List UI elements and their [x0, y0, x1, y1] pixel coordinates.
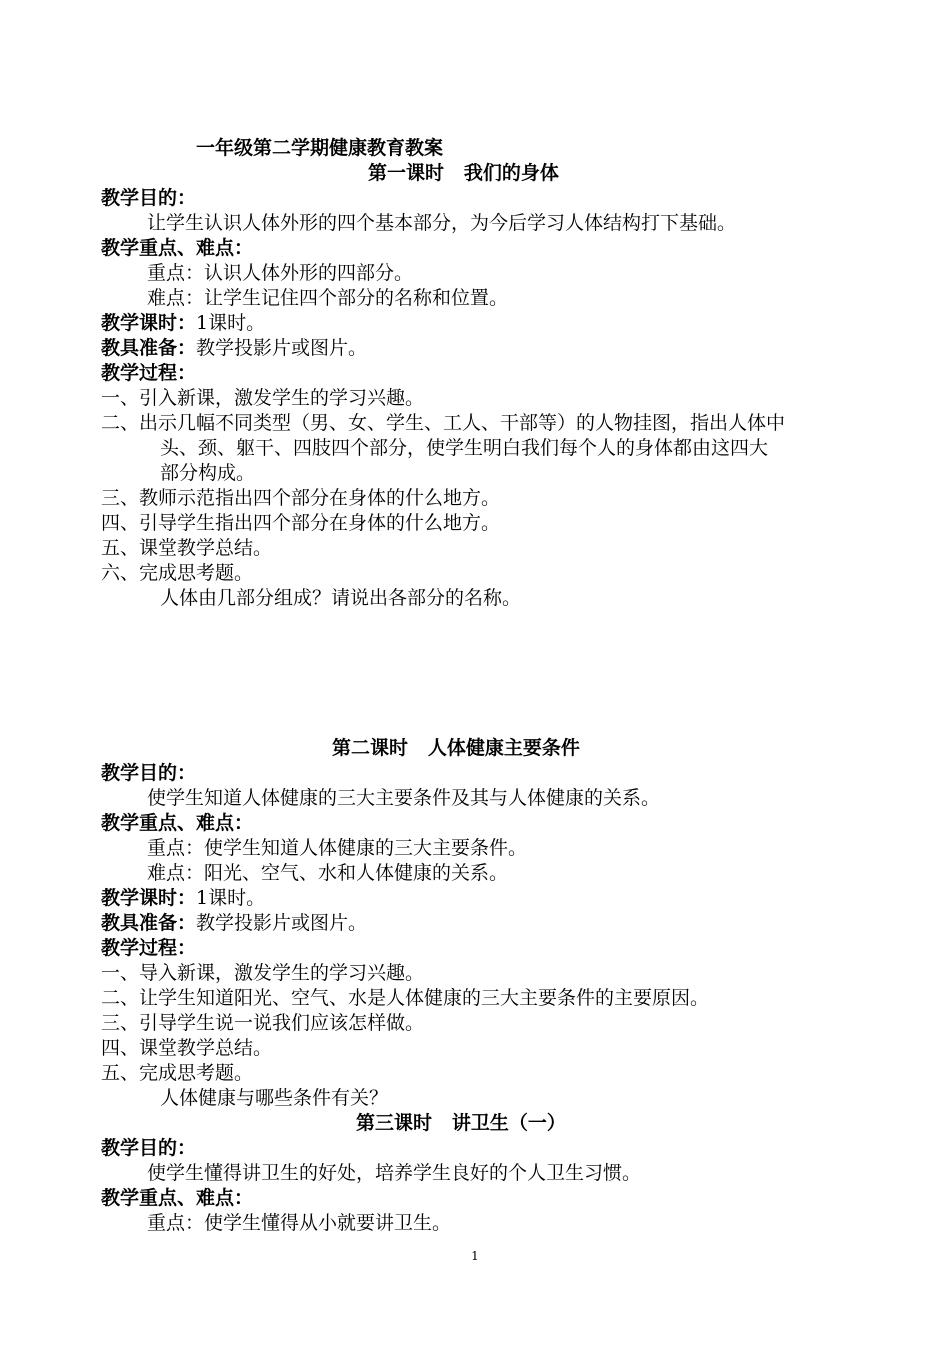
lesson3-objective-label: 教学目的：: [101, 1137, 197, 1159]
lesson2-tools-row: [101, 911, 367, 936]
lesson2-tools-label: 教具准备：: [101, 912, 197, 934]
lesson1-step: 五、课堂教学总结。: [101, 537, 273, 559]
lesson1-step: 二、出示几幅不同类型（男、女、学生、工人、干部等）的人物挂图，指出人体中: [101, 412, 786, 434]
lesson2-title: 第二课时 人体健康主要条件: [332, 737, 580, 759]
document-title: 一年级第二学期健康教育教案: [196, 137, 444, 159]
lesson1-tools: 教学投影片或图片。: [196, 337, 368, 359]
lesson2-objective-label: 教学目的：: [101, 762, 197, 784]
lesson2-objective: 使学生知道人体健康的三大主要条件及其与人体健康的关系。: [147, 787, 661, 809]
lesson1-step-continuation: 头、颈、躯干、四肢四个部分，使学生明白我们每个人的身体都由这四大: [160, 437, 769, 459]
lesson2-step: 五、完成思考题。: [101, 1062, 254, 1084]
lesson1-step-continuation: 部分构成。: [160, 462, 256, 484]
lesson1-step: 一、引入新课，激发学生的学习兴趣。: [101, 387, 425, 409]
lesson1-difficulty: 难点：让学生记住四个部分的名称和位置。: [147, 287, 509, 309]
lesson2-tools: 教学投影片或图片。: [196, 912, 368, 934]
lesson2-difficulty: 难点：阳光、空气、水和人体健康的关系。: [147, 862, 509, 884]
lesson1-objective: 让学生认识人体外形的四个基本部分，为今后学习人体结构打下基础。: [147, 212, 737, 234]
lesson1-objective-label: 教学目的：: [101, 187, 197, 209]
lesson1-step: 六、完成思考题。: [101, 562, 254, 584]
lesson1-keypoints-label: 教学重点、难点：: [101, 237, 254, 259]
lesson2-hours-label: 教学课时：: [101, 887, 197, 909]
lesson2-question: 人体健康与哪些条件有关？: [160, 1087, 389, 1109]
lesson2-hours-row: [101, 886, 265, 911]
lesson2-hours: 1课时。: [196, 887, 266, 909]
lesson1-keypoint: 重点：认识人体外形的四部分。: [147, 262, 414, 284]
page-number: 1: [471, 1249, 479, 1263]
lesson1-step: 四、引导学生指出四个部分在身体的什么地方。: [101, 512, 501, 534]
lesson3-keypoint: 重点：使学生懂得从小就要讲卫生。: [147, 1212, 452, 1234]
lesson2-step: 二、让学生知道阳光、空气、水是人体健康的三大主要条件的主要原因。: [101, 987, 710, 1009]
lesson1-hours-row: [101, 311, 265, 336]
lesson1-tools-label: 教具准备：: [101, 337, 197, 359]
lesson2-step: 三、引导学生说一说我们应该怎样做。: [101, 1012, 425, 1034]
lesson2-step: 一、导入新课，激发学生的学习兴趣。: [101, 962, 425, 984]
lesson1-step: 三、教师示范指出四个部分在身体的什么地方。: [101, 487, 501, 509]
lesson2-process-label: 教学过程：: [101, 937, 197, 959]
lesson1-question: 人体由几部分组成？请说出各部分的名称。: [160, 587, 522, 609]
lesson2-step: 四、课堂教学总结。: [101, 1037, 273, 1059]
lesson2-keypoint: 重点：使学生知道人体健康的三大主要条件。: [147, 837, 528, 859]
lesson1-hours-label: 教学课时：: [101, 312, 197, 334]
lesson3-title: 第三课时 讲卫生（一）: [356, 1112, 566, 1134]
lesson1-process-label: 教学过程：: [101, 362, 197, 384]
lesson3-keypoints-label: 教学重点、难点：: [101, 1187, 254, 1209]
lesson1-title: 第一课时 我们的身体: [368, 162, 559, 184]
lesson2-keypoints-label: 教学重点、难点：: [101, 812, 254, 834]
lesson3-objective: 使学生懂得讲卫生的好处，培养学生良好的个人卫生习惯。: [147, 1162, 642, 1184]
lesson1-tools-row: [101, 336, 367, 361]
lesson1-hours: 1课时。: [196, 312, 266, 334]
